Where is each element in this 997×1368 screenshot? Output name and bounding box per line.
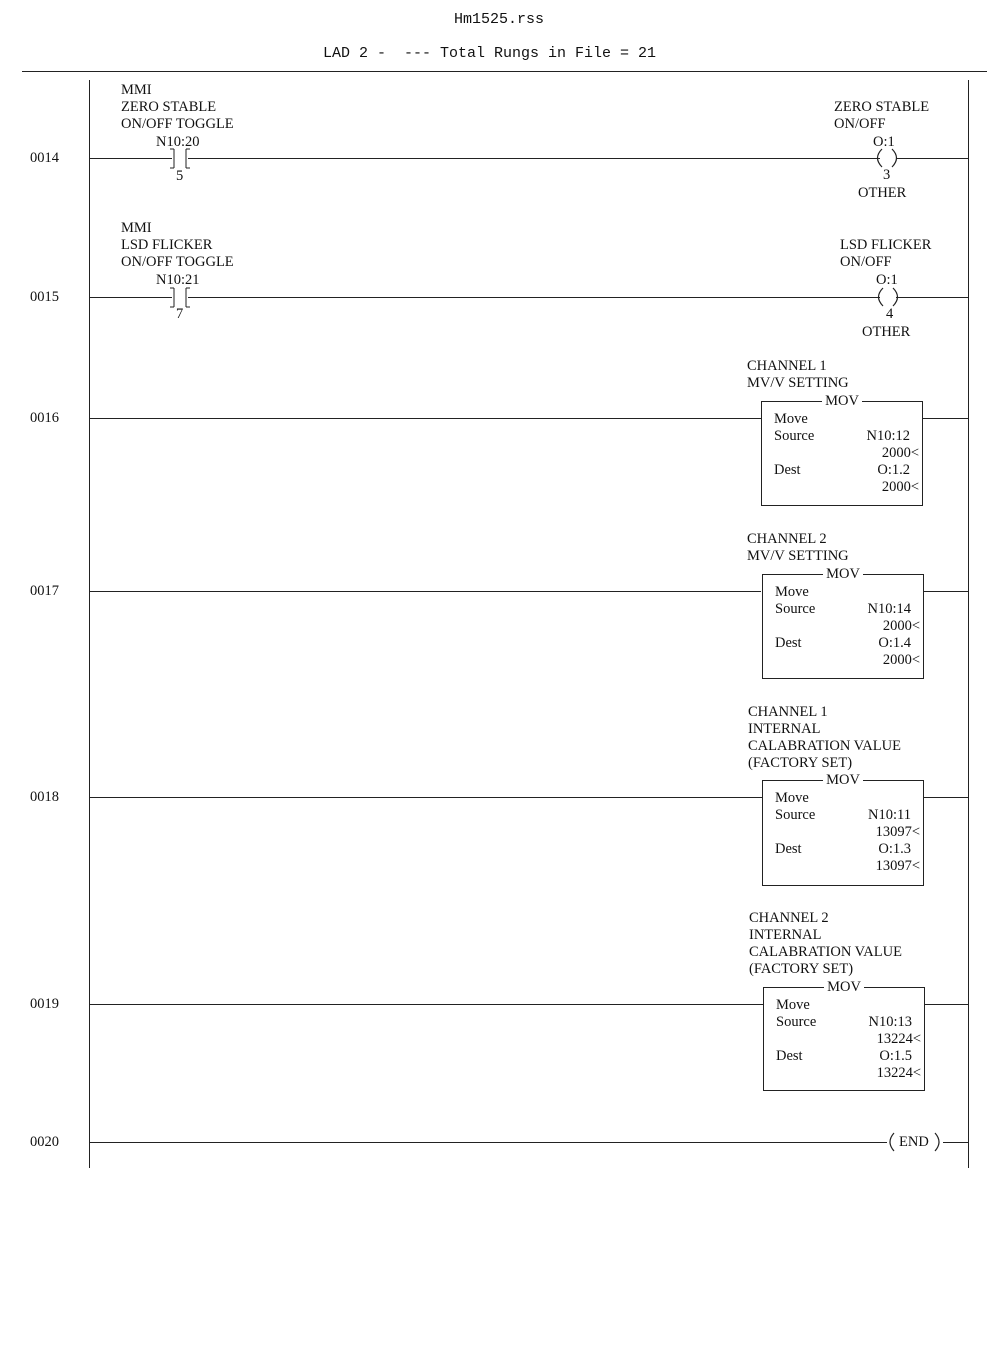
rung-number: 0017 <box>30 583 59 599</box>
rung-comment-line: (FACTORY SET) <box>748 755 853 771</box>
contact-comment-line: ON/OFF TOGGLE <box>121 254 234 270</box>
coil-bit: 3 <box>883 167 891 183</box>
examine-if-closed-contact[interactable] <box>165 148 195 168</box>
dest-address: O:1.2 <box>877 462 910 478</box>
output-coil[interactable] <box>872 148 902 168</box>
dest-value: 2000< <box>881 479 919 495</box>
rung-comment-line: CHANNEL 1 <box>748 704 828 720</box>
source-address: N10:11 <box>868 807 911 823</box>
contact-address: N10:20 <box>156 134 200 150</box>
contact-bit: 5 <box>176 168 184 184</box>
rung-number: 0018 <box>30 789 59 805</box>
file-title: Hm1525.rss <box>454 11 545 28</box>
instruction-mnemonic: MOV <box>764 979 924 996</box>
contact-address: N10:21 <box>156 272 200 288</box>
coil-type: OTHER <box>858 185 907 201</box>
rung-wire <box>921 418 968 419</box>
coil-address: O:1 <box>876 272 898 288</box>
dest-label: Dest <box>775 635 802 651</box>
contact-comment-line: ON/OFF TOGGLE <box>121 116 234 132</box>
contact-comment-line: LSD FLICKER <box>121 237 213 253</box>
dest-address: O:1.5 <box>879 1048 912 1064</box>
source-value: 2000< <box>881 445 919 461</box>
source-label: Source <box>774 428 815 444</box>
rung-number: 0014 <box>30 150 59 166</box>
rung-comment-line: INTERNAL <box>748 721 821 737</box>
source-address: N10:14 <box>867 601 911 617</box>
instruction-mnemonic: MOV <box>762 393 922 410</box>
rung-wire <box>896 297 968 298</box>
coil-comment-line: ON/OFF <box>840 254 892 270</box>
contact-bit: 7 <box>176 306 184 322</box>
source-value: 13097< <box>875 824 920 840</box>
rung-comment-line: CHANNEL 2 <box>749 910 829 926</box>
dest-label: Dest <box>775 841 802 857</box>
rung-comment-line: (FACTORY SET) <box>749 961 854 977</box>
contact-comment-line: MMI <box>121 220 152 236</box>
instruction-name: Move <box>776 997 810 1013</box>
rung-wire <box>89 797 762 798</box>
source-label: Source <box>775 601 816 617</box>
rung-comment-line: CHANNEL 1 <box>747 358 827 374</box>
dest-value: 13224< <box>876 1065 921 1081</box>
instruction-mnemonic: MOV <box>763 566 923 583</box>
rung-comment-line: INTERNAL <box>749 927 822 943</box>
dest-label: Dest <box>776 1048 803 1064</box>
coil-address: O:1 <box>873 134 895 150</box>
rung-comment-line: MV/V SETTING <box>747 375 849 391</box>
rung-wire <box>943 1142 968 1143</box>
rung-comment-line: MV/V SETTING <box>747 548 849 564</box>
rung-wire <box>89 1004 763 1005</box>
rung-wire <box>89 418 761 419</box>
source-address: N10:12 <box>866 428 910 444</box>
coil-type: OTHER <box>862 324 911 340</box>
output-coil[interactable] <box>873 287 903 307</box>
mov-instruction-block[interactable] <box>762 772 924 886</box>
source-address: N10:13 <box>868 1014 912 1030</box>
coil-bit: 4 <box>886 306 894 322</box>
rung-wire <box>922 591 968 592</box>
rung-wire <box>89 158 880 159</box>
header-divider <box>22 71 987 72</box>
rung-number: 0015 <box>30 289 59 305</box>
source-value: 2000< <box>882 618 920 634</box>
source-value: 13224< <box>876 1031 921 1047</box>
rung-comment-line: CALABRATION VALUE <box>749 944 902 960</box>
rung-wire <box>896 158 968 159</box>
source-label: Source <box>776 1014 817 1030</box>
dest-value: 13097< <box>875 858 920 874</box>
mov-instruction-block[interactable] <box>763 979 925 1091</box>
mov-instruction-block[interactable] <box>761 393 923 506</box>
rung-comment-line: CHANNEL 2 <box>747 531 827 547</box>
rung-number: 0019 <box>30 996 59 1012</box>
dest-label: Dest <box>774 462 801 478</box>
rung-comment-line: CALABRATION VALUE <box>748 738 901 754</box>
rung-number: 0016 <box>30 410 59 426</box>
source-label: Source <box>775 807 816 823</box>
rung-wire <box>89 1142 887 1143</box>
right-power-rail <box>968 80 969 1168</box>
rung-number: 0020 <box>30 1134 59 1150</box>
coil-comment-line: LSD FLICKER <box>840 237 932 253</box>
rung-wire <box>89 591 761 592</box>
contact-comment-line: ZERO STABLE <box>121 99 217 115</box>
dest-value: 2000< <box>882 652 920 668</box>
instruction-name: Move <box>775 790 809 806</box>
examine-if-closed-contact[interactable] <box>165 287 195 307</box>
dest-address: O:1.4 <box>878 635 911 651</box>
contact-comment-line: MMI <box>121 82 152 98</box>
dest-address: O:1.3 <box>878 841 911 857</box>
mov-instruction-block[interactable] <box>762 566 924 679</box>
rung-count-subtitle: LAD 2 - --- Total Rungs in File = 21 <box>323 45 657 62</box>
rung-wire <box>924 1004 968 1005</box>
end-label: END <box>899 1134 929 1150</box>
instruction-mnemonic: MOV <box>763 772 923 789</box>
instruction-name: Move <box>775 584 809 600</box>
coil-comment-line: ON/OFF <box>834 116 886 132</box>
instruction-name: Move <box>774 411 808 427</box>
rung-wire <box>89 297 880 298</box>
coil-comment-line: ZERO STABLE <box>834 99 930 115</box>
rung-wire <box>923 797 968 798</box>
